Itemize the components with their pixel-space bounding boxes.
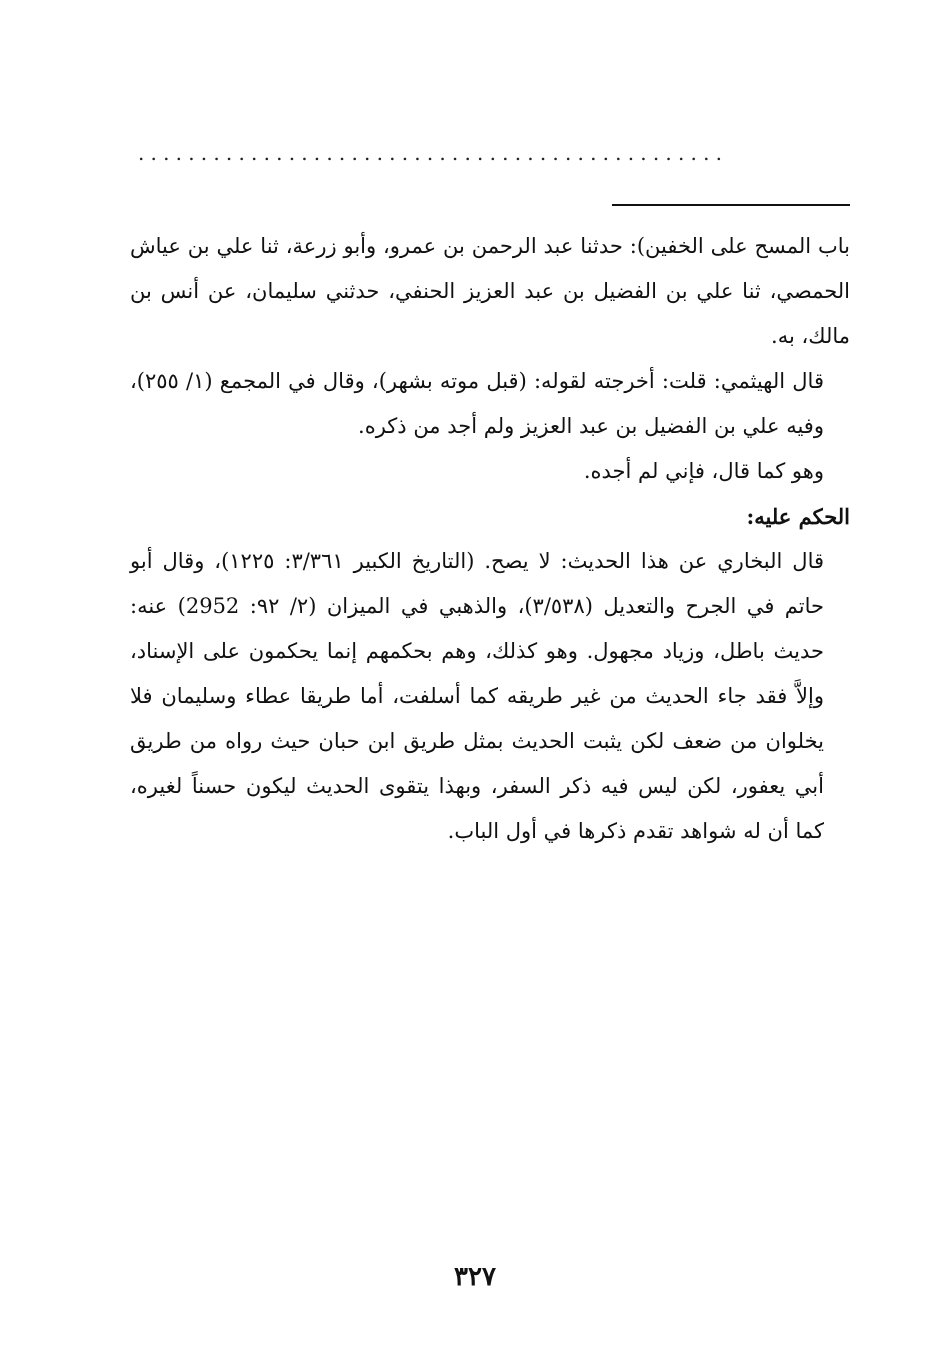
paragraph-hadith-chain: باب المسح على الخفين): حدثنا عبد الرحمن بن عمرو، وأبو زرعة، ثنا علي بن عياش الحمصي، ثنا علي بن الفضيل بن عبد العزيز الحنفي، حدثني سليمان، عن أنس بن مالك، به.	[130, 234, 850, 348]
paragraph-haythami-quote: قال الهيثمي: قلت: أخرجته لقوله: (قبل موته بشهر)، وقال في المجمع (١/ ٢٥٥)، وفيه علي بن الفضيل بن عبد العزيز ولم أجد من ذكره.	[130, 369, 824, 438]
paragraph-ruling: قال البخاري عن هذا الحديث: لا يصح. (التاريخ الكبير ٣/٣٦١: ١٢٢٥)، وقال أبو حاتم في الجرح والتعديل (٣/٥٣٨)، والذهبي في الميزان (٢/ ٩٢: 2952) عنه: حديث باطل، وزياد مجهول. وهو كذلك، وهم بحكمهم إنما يحكمون على الإسناد، وإلاَّ فقد جاء الحديث من غير طريقه كما أسلفت، أما طريقا عطاء وسليمان فلا يخلوان من ضعف لكن يثبت الحديث بمثل طريق ابن حبان حيث رواه من طريق أبي يعفور، لكن ليس فيه ذكر السفر، وبهذا يتقوى الحديث ليكون حسناً لغيره، كما أن له شواهد تقدم ذكرها في أول الباب.	[130, 549, 825, 843]
paragraph-author-comment: وهو كما قال، فإني لم أجده.	[583, 459, 824, 483]
page-body	[130, 224, 850, 854]
section-heading-ruling: الحكم عليه:	[746, 504, 850, 529]
page-number: ٣٢٧	[454, 1262, 496, 1292]
footnote-separator-line	[612, 204, 850, 206]
dotted-separator: ...............................................	[138, 143, 729, 163]
